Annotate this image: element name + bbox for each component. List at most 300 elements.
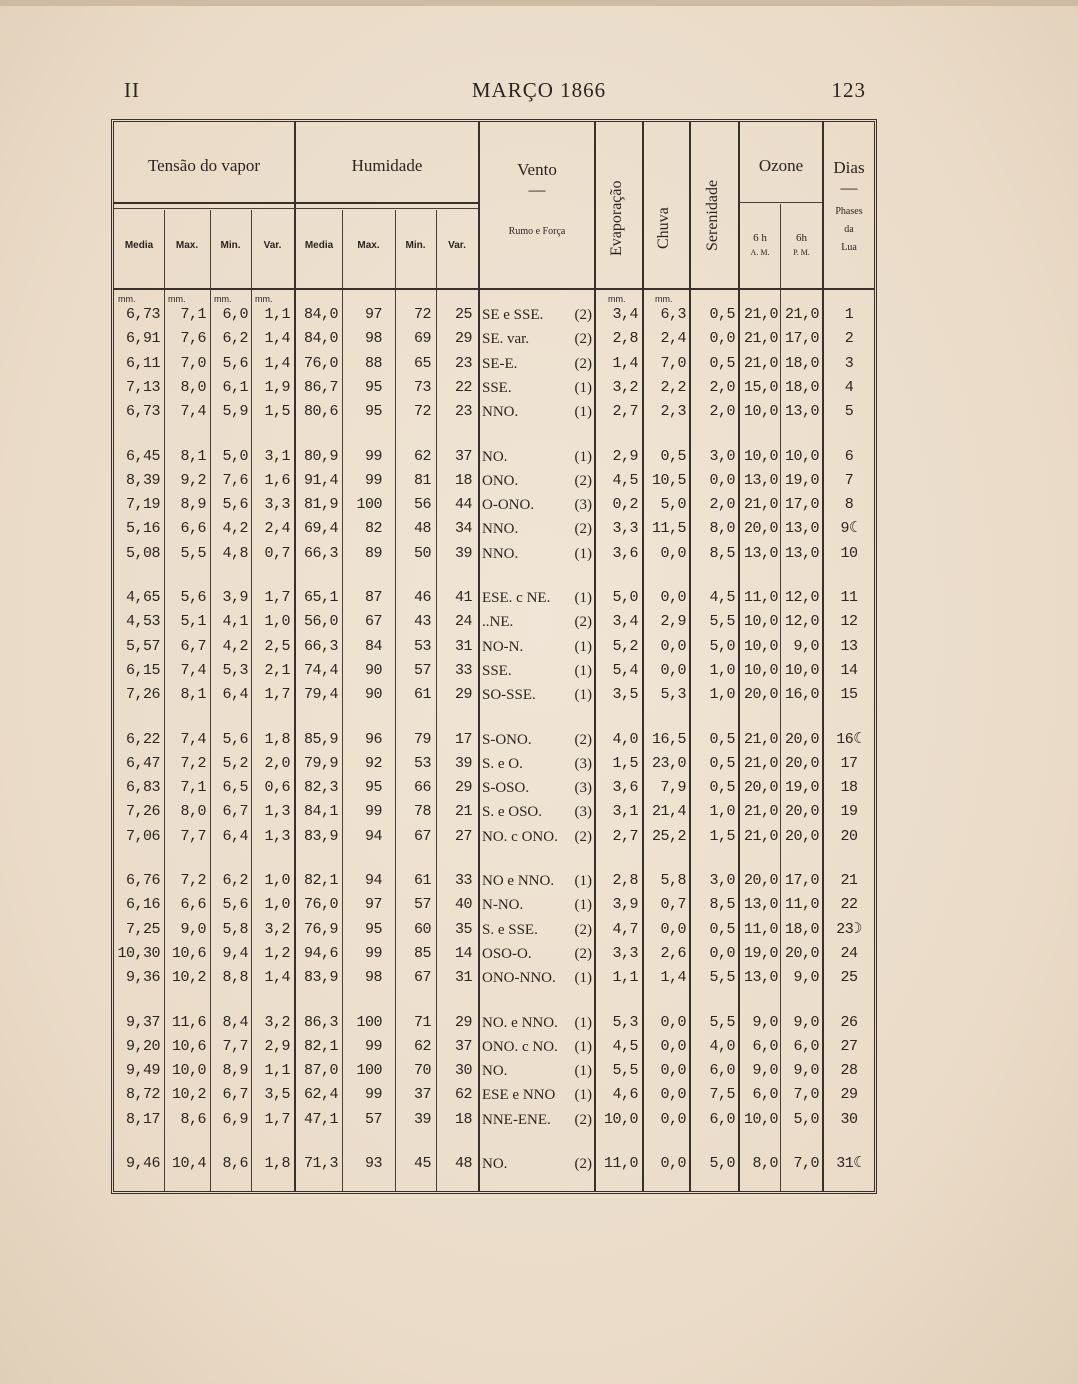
cell-d: 25 [840, 969, 858, 987]
cell-d: 29 [840, 1086, 858, 1104]
cell-hv: 18 [454, 471, 472, 489]
cell-hv: 39 [454, 754, 472, 772]
header-evaporacao: Evaporação [608, 180, 625, 256]
cell-tn: 6,4 [222, 827, 248, 845]
cell-tv: 3,1 [264, 447, 290, 465]
cell-tn: 6,9 [222, 1110, 248, 1128]
cell-oa: 21,0 [743, 496, 778, 514]
cell-tm: 7,06 [125, 827, 160, 845]
cell-hx: 95 [364, 920, 382, 938]
cell-se: 2,0 [709, 403, 735, 421]
cell-se: 3,0 [709, 872, 735, 889]
cell-d: 1 [844, 306, 854, 323]
cell-se: 5,0 [709, 637, 735, 655]
cell-d: 11 [840, 589, 858, 606]
header-dias-sub1: Phases [835, 206, 863, 217]
cell-tx: 7,7 [180, 827, 206, 845]
cell-wf: (2) [574, 355, 592, 372]
cell-hm: 84,0 [303, 306, 338, 323]
cell-tn: 5,6 [222, 354, 248, 372]
cell-tm: 8,72 [125, 1086, 160, 1104]
cell-se: 0,5 [709, 730, 735, 748]
cell-se: 0,0 [709, 944, 735, 962]
cell-oa: 9,0 [752, 1062, 778, 1080]
cell-tv: 2,9 [264, 1037, 290, 1055]
cell-hx: 93 [364, 1155, 382, 1172]
cell-hm: 82,1 [303, 1037, 338, 1055]
cell-tm: 6,15 [125, 661, 160, 679]
cell-wd: S. e SSE. [482, 921, 538, 938]
cell-hv: 22 [454, 378, 472, 396]
table-row [114, 967, 874, 991]
cell-se: 6,0 [709, 1110, 735, 1128]
cell-d: 7 [844, 471, 854, 489]
cell-wf: (1) [574, 873, 592, 889]
cell-wf: (1) [574, 1038, 592, 1055]
cell-oa: 20,0 [743, 779, 778, 797]
cell-tx: 7,1 [180, 306, 206, 323]
cell-tx: 7,4 [180, 403, 206, 421]
table-row [114, 684, 874, 708]
cell-ev: 3,1 [612, 803, 638, 821]
cell-hn: 67 [413, 969, 431, 987]
cell-tx: 7,0 [180, 354, 206, 372]
cell-hx: 98 [364, 330, 382, 348]
table-row [114, 611, 874, 635]
cell-ch: 10,5 [651, 471, 686, 489]
cell-tx: 11,6 [171, 1013, 206, 1031]
cell-ev: 4,6 [612, 1086, 638, 1104]
cell-tx: 7,2 [180, 872, 206, 889]
header-tensao: Tensão do vapor [147, 156, 261, 175]
cell-ev: 5,3 [612, 1013, 638, 1031]
cell-tn: 8,4 [222, 1013, 248, 1031]
cell-oa: 21,0 [743, 803, 778, 821]
cell-hx: 97 [364, 896, 382, 914]
cell-wf: (1) [574, 662, 592, 679]
table-row [114, 401, 874, 425]
cell-tx: 10,0 [171, 1062, 206, 1080]
cell-wd: OSO-O. [482, 945, 532, 962]
cell-hm: 91,4 [303, 471, 338, 489]
cell-d: 10 [840, 544, 858, 562]
cell-oa: 21,0 [743, 354, 778, 372]
cell-wf: (1) [574, 897, 592, 914]
cell-wd: S. e OSO. [482, 804, 543, 821]
cell-hx: 95 [364, 779, 382, 797]
cell-hx: 92 [364, 754, 382, 772]
cell-op: 12,0 [784, 613, 819, 631]
cell-hv: 27 [454, 827, 472, 845]
cell-hv: 29 [454, 1013, 472, 1031]
cell-wd: NNO. [482, 545, 519, 562]
cell-hn: 61 [413, 872, 431, 889]
cell-tm: 9,49 [125, 1062, 160, 1080]
cell-se: 2,0 [709, 378, 735, 396]
cell-ev: 4,5 [612, 1037, 638, 1055]
cell-hv: 30 [454, 1062, 472, 1080]
cell-hm: 76,0 [303, 354, 338, 372]
cell-oa: 21,0 [743, 306, 778, 323]
table-row [114, 543, 874, 567]
cell-ev: 2,9 [612, 447, 638, 465]
unit-tn: mm. [214, 294, 232, 304]
cell-wd: NO e NNO. [482, 873, 555, 889]
cell-ev: 3,4 [612, 613, 638, 631]
cell-ev: 10,0 [603, 1110, 638, 1128]
cell-wf: (2) [574, 614, 592, 631]
cell-wd: O-ONO. [482, 497, 535, 514]
cell-ev: 3,3 [612, 520, 638, 538]
cell-hx: 88 [364, 354, 382, 372]
cell-hx: 97 [364, 306, 382, 323]
cell-hn: 62 [413, 447, 431, 465]
cell-hx: 99 [364, 944, 382, 962]
cell-d: 3 [844, 354, 854, 372]
cell-tv: 1,3 [264, 803, 290, 821]
cell-hn: 50 [413, 544, 431, 562]
cell-tm: 6,16 [125, 896, 160, 914]
cell-wf: (1) [574, 638, 592, 655]
cell-tv: 3,2 [264, 1013, 290, 1031]
cell-hn: 39 [413, 1110, 431, 1128]
cell-d: 27 [840, 1037, 858, 1055]
cell-op: 13,0 [784, 403, 819, 421]
cell-tx: 5,5 [180, 544, 206, 562]
cell-wd: NNO. [482, 404, 519, 421]
cell-wd: NO. c ONO. [482, 828, 558, 845]
cell-tx: 5,6 [180, 589, 206, 606]
cell-se: 0,5 [709, 754, 735, 772]
cell-hn: 46 [413, 589, 431, 606]
cell-hx: 84 [364, 637, 382, 655]
cell-tm: 7,26 [125, 686, 160, 704]
sub-oz-pm: 6h [796, 232, 807, 244]
cell-ev: 1,4 [612, 354, 638, 372]
cell-d: 2 [844, 330, 854, 348]
cell-tm: 5,57 [125, 637, 160, 655]
cell-hv: 25 [454, 306, 472, 323]
cell-d: 16☾ [836, 730, 862, 748]
cell-wd: S. e O. [482, 755, 523, 772]
cell-tm: 6,11 [125, 354, 160, 372]
table-row [114, 636, 874, 660]
cell-tn: 8,9 [222, 1062, 248, 1080]
cell-tv: 3,3 [264, 496, 290, 514]
cell-hm: 62,4 [303, 1086, 338, 1104]
cell-se: 1,0 [709, 661, 735, 679]
cell-hv: 23 [454, 403, 472, 421]
cell-tm: 7,26 [125, 803, 160, 821]
cell-tn: 5,3 [222, 661, 248, 679]
cell-hv: 29 [454, 330, 472, 348]
cell-se: 3,0 [709, 447, 735, 465]
cell-tv: 0,6 [264, 779, 290, 797]
cell-hm: 47,1 [303, 1110, 338, 1128]
cell-tv: 1,4 [264, 969, 290, 987]
cell-oa: 11,0 [743, 589, 778, 606]
cell-hx: 99 [364, 447, 382, 465]
cell-wf: (2) [574, 921, 592, 938]
cell-tx: 10,6 [171, 1037, 206, 1055]
cell-hm: 84,1 [303, 803, 338, 821]
cell-d: 18 [840, 779, 858, 797]
table-row [114, 753, 874, 777]
cell-hx: 67 [364, 613, 382, 631]
section-number: II [124, 78, 140, 102]
cell-hm: 87,0 [303, 1062, 338, 1080]
cell-wd: SSE. [482, 379, 512, 396]
cell-se: 0,5 [709, 779, 735, 797]
cell-hm: 82,1 [303, 872, 338, 889]
cell-wf: (3) [574, 755, 592, 772]
cell-tv: 1,0 [264, 896, 290, 914]
cell-ch: 2,2 [660, 378, 686, 396]
cell-tx: 6,7 [180, 637, 206, 655]
cell-d: 28 [840, 1062, 858, 1080]
cell-hn: 56 [413, 496, 431, 514]
cell-tn: 5,6 [222, 730, 248, 748]
table-row [114, 1109, 874, 1133]
cell-tn: 8,6 [222, 1155, 248, 1172]
header-dias-sub3: Lua [841, 242, 857, 253]
cell-se: 8,0 [709, 520, 735, 538]
cell-tx: 10,6 [171, 944, 206, 962]
cell-hn: 69 [413, 330, 431, 348]
cell-tx: 7,6 [180, 330, 206, 348]
cell-oa: 13,0 [743, 896, 778, 914]
cell-ch: 2,6 [660, 944, 686, 962]
unit-tm: mm. [118, 294, 136, 304]
cell-wf: (1) [574, 590, 592, 606]
unit-ev: mm. [608, 294, 626, 304]
cell-hv: 31 [454, 969, 472, 987]
cell-tn: 6,2 [222, 330, 248, 348]
cell-d: 19 [840, 803, 858, 821]
cell-oa: 20,0 [743, 520, 778, 538]
cell-ch: 0,0 [660, 1155, 686, 1172]
cell-tv: 1,9 [264, 378, 290, 396]
cell-ch: 0,0 [660, 1013, 686, 1031]
table-row [114, 1012, 874, 1036]
cell-wf: (1) [574, 1087, 592, 1104]
cell-wd: ONO-NNO. [482, 970, 556, 987]
cell-tn: 6,7 [222, 1086, 248, 1104]
table-row [114, 894, 874, 918]
cell-tn: 6,7 [222, 803, 248, 821]
cell-wd: SE. var. [482, 331, 530, 348]
cell-wf: (2) [574, 731, 592, 748]
cell-ch: 5,0 [660, 496, 686, 514]
cell-d: 8 [844, 496, 854, 514]
sub-oz-am: 6 h [753, 232, 767, 244]
cell-hn: 60 [413, 920, 431, 938]
cell-hn: 70 [413, 1062, 431, 1080]
cell-wf: (1) [574, 1014, 592, 1031]
table-row [114, 377, 874, 401]
cell-op: 5,0 [793, 1110, 819, 1128]
cell-oa: 21,0 [743, 330, 778, 348]
table-row [114, 353, 874, 377]
cell-tx: 10,2 [171, 969, 206, 987]
table-row [114, 826, 874, 850]
cell-wf: (2) [574, 828, 592, 845]
cell-tx: 10,4 [171, 1155, 206, 1172]
cell-d: 13 [840, 637, 858, 655]
cell-hn: 79 [413, 730, 431, 748]
cell-wd: ESE. c NE. [482, 590, 551, 606]
cell-d: 4 [844, 378, 854, 396]
cell-hm: 69,4 [303, 520, 338, 538]
cell-ch: 0,0 [660, 1062, 686, 1080]
cell-hx: 95 [364, 403, 382, 421]
table-row [114, 1084, 874, 1108]
cell-op: 9,0 [793, 1013, 819, 1031]
cell-tx: 7,1 [180, 779, 206, 797]
sub-tensao-media: Media [124, 240, 154, 251]
table-row [114, 660, 874, 684]
cell-se: 0,5 [709, 920, 735, 938]
cell-se: 0,5 [709, 354, 735, 372]
cell-tx: 7,2 [180, 754, 206, 772]
cell-op: 11,0 [784, 896, 819, 914]
cell-tn: 5,6 [222, 896, 248, 914]
cell-d: 9☾ [840, 520, 858, 538]
cell-tm: 6,22 [125, 730, 160, 748]
cell-se: 4,0 [709, 1037, 735, 1055]
cell-hv: 35 [454, 920, 472, 938]
cell-d: 30 [840, 1110, 858, 1128]
cell-hm: 65,1 [303, 589, 338, 606]
cell-hm: 86,7 [303, 378, 338, 396]
cell-op: 7,0 [793, 1155, 819, 1172]
cell-op: 17,0 [784, 872, 819, 889]
cell-wd: N-NO. [482, 897, 524, 914]
cell-op: 19,0 [784, 471, 819, 489]
cell-hv: 29 [454, 779, 472, 797]
cell-hm: 76,9 [303, 920, 338, 938]
cell-se: 5,5 [709, 613, 735, 631]
header-ozone: Ozone [758, 156, 804, 175]
cell-tv: 2,1 [264, 661, 290, 679]
cell-hn: 85 [413, 944, 431, 962]
cell-ch: 21,4 [651, 803, 686, 821]
cell-op: 13,0 [784, 544, 819, 562]
cell-se: 8,5 [709, 896, 735, 914]
cell-se: 0,5 [709, 306, 735, 323]
cell-wf: (2) [574, 472, 592, 489]
cell-op: 10,0 [784, 447, 819, 465]
cell-ev: 3,2 [612, 378, 638, 396]
cell-se: 5,5 [709, 969, 735, 987]
cell-d: 14 [840, 661, 858, 679]
cell-hv: 44 [454, 496, 472, 514]
cell-hm: 81,9 [303, 496, 338, 514]
table-row [114, 304, 874, 328]
cell-tx: 8,1 [180, 447, 206, 465]
cell-ev: 5,0 [612, 589, 638, 606]
cell-wd: ESE e NNO [482, 1087, 556, 1104]
cell-ev: 1,1 [612, 969, 638, 987]
cell-wd: SO-SSE. [482, 687, 536, 704]
cell-tm: 9,46 [125, 1155, 160, 1172]
cell-tn: 7,7 [222, 1037, 248, 1055]
cell-wd: SE-E. [482, 355, 518, 372]
cell-tm: 7,13 [125, 378, 160, 396]
cell-hv: 33 [454, 661, 472, 679]
cell-hv: 34 [454, 520, 472, 538]
sub-oz-pm-label: P. M. [793, 248, 810, 257]
cell-ev: 4,7 [612, 920, 638, 938]
cell-wd: S-ONO. [482, 731, 532, 748]
cell-d: 21 [840, 872, 858, 889]
cell-ev: 2,7 [612, 827, 638, 845]
table-row [114, 328, 874, 352]
cell-hx: 99 [364, 1086, 382, 1104]
header-vento: Vento [517, 160, 557, 179]
cell-tn: 6,5 [222, 779, 248, 797]
cell-se: 0,0 [709, 471, 735, 489]
cell-ev: 4,5 [612, 471, 638, 489]
cell-ev: 3,4 [612, 306, 638, 323]
cell-oa: 20,0 [743, 872, 778, 889]
cell-wd: ONO. c NO. [482, 1038, 558, 1055]
cell-op: 21,0 [784, 306, 819, 323]
cell-tv: 1,0 [264, 872, 290, 889]
cell-oa: 21,0 [743, 730, 778, 748]
cell-ch: 2,3 [660, 403, 686, 421]
cell-hn: 78 [413, 803, 431, 821]
cell-hv: 62 [454, 1086, 472, 1104]
table-row [114, 870, 874, 894]
cell-tv: 1,5 [264, 403, 290, 421]
table-row [114, 777, 874, 801]
cell-op: 20,0 [784, 803, 819, 821]
cell-hx: 89 [364, 544, 382, 562]
cell-ev: 0,2 [612, 496, 638, 514]
table-row [114, 1060, 874, 1084]
cell-tv: 1,3 [264, 827, 290, 845]
cell-op: 18,0 [784, 354, 819, 372]
cell-tn: 5,2 [222, 754, 248, 772]
cell-ev: 3,9 [612, 896, 638, 914]
cell-d: 15 [840, 686, 858, 704]
cell-tx: 8,0 [180, 378, 206, 396]
cell-tx: 7,4 [180, 661, 206, 679]
cell-ch: 0,0 [660, 661, 686, 679]
cell-tm: 7,25 [125, 920, 160, 938]
cell-oa: 6,0 [752, 1086, 778, 1104]
table-row [114, 470, 874, 494]
cell-hv: 39 [454, 544, 472, 562]
cell-tm: 9,37 [125, 1013, 160, 1031]
cell-hm: 66,3 [303, 637, 338, 655]
cell-tm: 5,08 [125, 544, 160, 562]
cell-ch: 0,0 [660, 589, 686, 606]
cell-wd: ONO. [482, 472, 519, 489]
cell-wf: (2) [574, 1156, 592, 1172]
cell-tn: 4,8 [222, 544, 248, 562]
cell-wd: NNE-ENE. [482, 1111, 551, 1128]
cell-oa: 10,0 [743, 447, 778, 465]
cell-tv: 2,0 [264, 754, 290, 772]
cell-hn: 45 [413, 1155, 431, 1172]
cell-wd: SSE. [482, 662, 512, 679]
cell-hx: 90 [364, 686, 382, 704]
cell-tn: 8,8 [222, 969, 248, 987]
cell-hm: 94,6 [303, 944, 338, 962]
cell-tm: 6,73 [125, 306, 160, 323]
